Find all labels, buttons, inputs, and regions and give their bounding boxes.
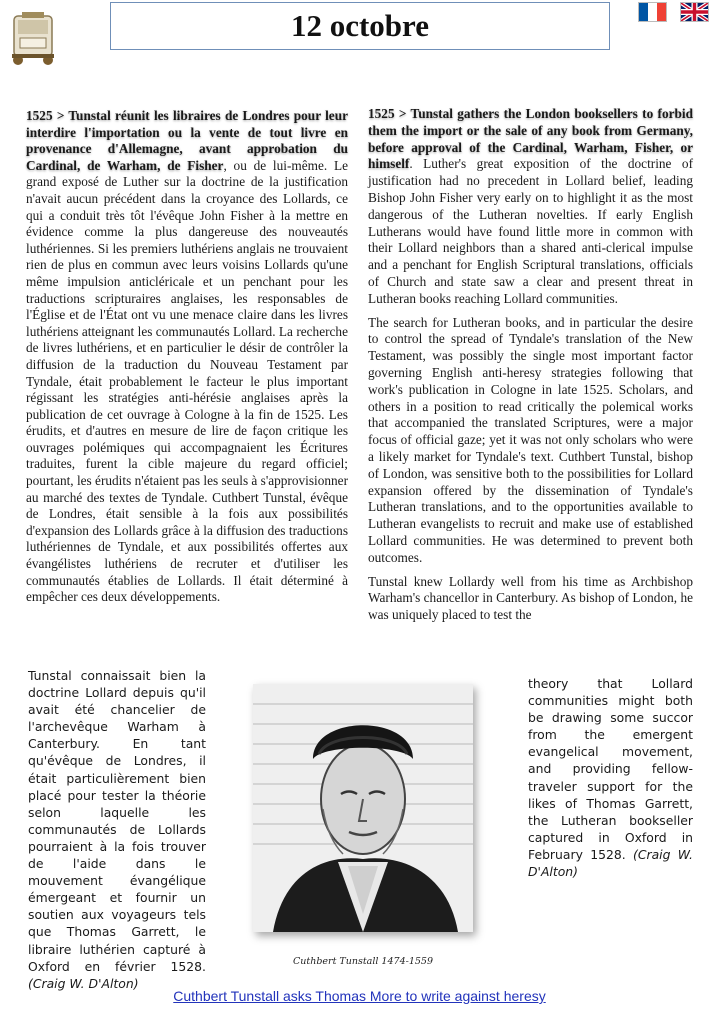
- uk-flag-icon[interactable]: [680, 2, 709, 22]
- english-citation: (Craig W. D'Alton): [528, 846, 693, 880]
- english-highlight: 1525 > Tunstal gathers the London booksellers to forbid them the import or the sale of any book from Germany, before approval of the Cardinal, Warham, Fisher, or himself: [368, 106, 693, 172]
- french-highlight: 1525 > Tunstal réunit les libraires de Londres pour leur interdire l'importation ou la vente de tout livre en provenance d'Allemagne, avant approbation du Cardinal, de Warham, de Fisher: [26, 108, 348, 173]
- french-flag-icon[interactable]: [638, 2, 667, 22]
- english-text-column: [368, 106, 693, 631]
- english-lower-paragraph: [528, 675, 693, 880]
- title-box: [110, 2, 610, 50]
- english-paragraph-3: Tunstal knew Lollardy well from his time as Archbishop Warham's chancellor in Canterbury. As bishop of London, he was uniquely placed to test the: [368, 573, 693, 623]
- english-paragraph-2: The search for Lutheran books, and in particular the desire to control the spread of Tyndale's translation of the New Testament, was possibly the single most important factor governing English anti-heresy strategies following that work's publication in Cologne in late 1525. Scholars, and others in a position to read critically the polemical works that accompanied the translated Scriptures, were a major focus of official gaze; yet it was not only scholars who were a likely market for Tyndale's text. Cuthbert Tunstal, bishop of London, was sensitive both to the possibilities for Lollard expansion offered by the dissemination of Tyndale's Lutheran translations, and to the opportunities available to Lutheran evangelists to recruit and make use of established Lollard communities. He was determined to prevent both outcomes.: [368, 314, 693, 565]
- english-lower-text: theory that Lollard communities might both be drawing some succor from the emergent evangelical movement, and providing fellow-traveler support for the likes of Thomas Garrett, the Lutheran bookseller captured in Oxford in February 1528.: [528, 676, 693, 862]
- portrait-caption: Cuthbert Tunstall 1474-1559: [293, 956, 433, 967]
- french-intro-text: , ou de lui-même. Le grand exposé de Luther sur la doctrine de la justification n'avait aucun précédent dans la croyance des Lollards, ce qui a conduit très tôt l'évêque John Fisher à la mettre en évidence comme la plus dangereuse des nouveautés luthériennes. Si les premiers luthériens anglais ne trouvaient rien de plus en commun avec leurs voisins Lollards qu'une même impulsion anticléricale et un penchant pour les traductions scripturaires anglaises, les responsables de l'Église et de l'État ont vu une menace claire dans les livres luthériens atteignant les communautés Lollard. La recherche de livres luthériens, et en particulier le désir de contrôler la diffusion de la traduction du Nouveau Testament par Tyndale, était probablement le facteur le plus important régissant les stratégies anti-hérésie anglaises après la publication de cet ouvrage à Cologne à la fin de 1525. Les érudits, et d'autres en mesure de lire de façon critique les ouvrages polémiques qui accompagnaient les Écritures traduites, furent la cible majeure du regard officiel; pourtant, les érudits n'étaient pas les seuls à s'approvisionner au marché des textes de Tyndale. Cuthbert Tunstal, évêque de Londres, était sensible à la fois aux possibilités d'expansion des Lollards grâce à la diffusion des traductions luthériennes de Tyndale, et aux possibilités offertes aux évangélistes luthériens de recruter et d'utiliser les communautés établies de Lollards. Il était déterminé à empêcher ces deux développements.: [26, 157, 348, 605]
- french-lower-paragraph: [28, 667, 206, 992]
- related-article-link[interactable]: Cuthbert Tunstall asks Thomas More to write against heresy: [173, 988, 546, 1004]
- french-text-column: [26, 108, 348, 613]
- page-title: 12 octobre: [290, 8, 430, 43]
- french-lower-text: Tunstal connaissait bien la doctrine Lollard depuis qu'il avait été chancelier de l'archevêque Warham à Canterbury. En tant qu'évêque de Londres, il était particulièrement bien placé pour tester la théorie selon laquelle les communautés de Lollards pourraient à la fois trouver de l'aide dans le mouvement évangélique émergeant et fournir un soutien aux voyageurs tels que Thomas Garrett, le libraire luthérien capturé à Oxford en février 1528.: [28, 668, 206, 974]
- printing-press-logo[interactable]: [8, 10, 58, 68]
- english-paragraph-1: [368, 106, 693, 308]
- english-paragraph-1-text: . Luther's great exposition of the doctrine of justification had no precedent in Lollard belief, leading Bishop John Fisher very early on to highlight it as the most dangerous of the Lutheran novelties. If early English Lutherans would have found little more in common with their Lollard neighbors than a shared anti-clerical impulse and a penchant for English Scriptural translations, officials of Church and state saw a clear and present threat in Lutheran books reaching Lollard communities.: [368, 156, 693, 306]
- portrait-image: [253, 684, 473, 932]
- french-citation: (Craig W. D'Alton): [28, 975, 139, 991]
- french-paragraph: [26, 108, 348, 606]
